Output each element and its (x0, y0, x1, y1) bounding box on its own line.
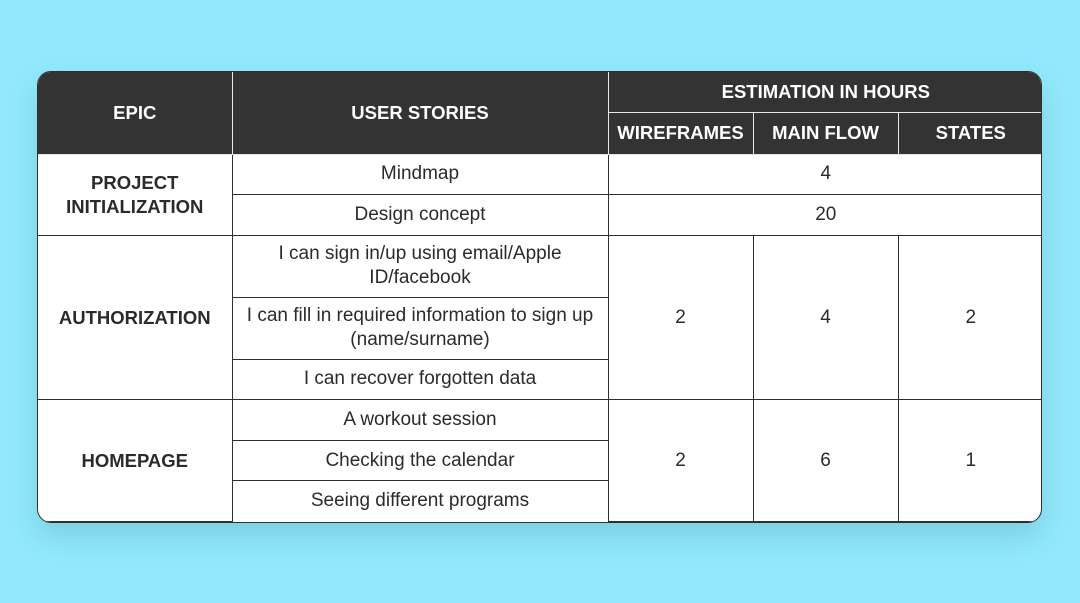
states-cell: 1 (898, 400, 1042, 522)
story-cell: I can recover forgotten data (232, 359, 608, 400)
header-wireframes: WIREFRAMES (608, 113, 753, 155)
story-cell: Checking the calendar (232, 440, 608, 481)
story-cell: Seeing different programs (232, 481, 608, 522)
estimation-table-card (37, 71, 1042, 523)
main-flow-cell: 4 (753, 235, 898, 399)
header-main-flow: MAIN FLOW (753, 113, 898, 155)
header-epic: EPIC (38, 72, 232, 154)
header-row-top (38, 72, 1042, 113)
header-estimation: ESTIMATION IN HOURS (608, 72, 1042, 113)
estimate-cell: 20 (608, 195, 1042, 236)
story-cell: Mindmap (232, 154, 608, 195)
story-cell: A workout session (232, 400, 608, 441)
wireframes-cell: 2 (608, 235, 753, 399)
table-row (38, 154, 1042, 195)
epic-homepage: HOMEPAGE (38, 400, 232, 522)
estimate-cell: 4 (608, 154, 1042, 195)
story-cell: I can sign in/up using email/Apple ID/facebook (232, 235, 608, 297)
table-row (38, 400, 1042, 441)
estimation-table (38, 72, 1042, 522)
header-states: STATES (898, 113, 1042, 155)
epic-project-initialization: PROJECT INITIALIZATION (38, 154, 232, 235)
table-row (38, 235, 1042, 297)
wireframes-cell: 2 (608, 400, 753, 522)
story-cell: I can fill in required information to sign up (name/surname) (232, 297, 608, 359)
epic-authorization: AUTHORIZATION (38, 235, 232, 399)
main-flow-cell: 6 (753, 400, 898, 522)
story-cell: Design concept (232, 195, 608, 236)
states-cell: 2 (898, 235, 1042, 399)
header-user-stories: USER STORIES (232, 72, 608, 154)
